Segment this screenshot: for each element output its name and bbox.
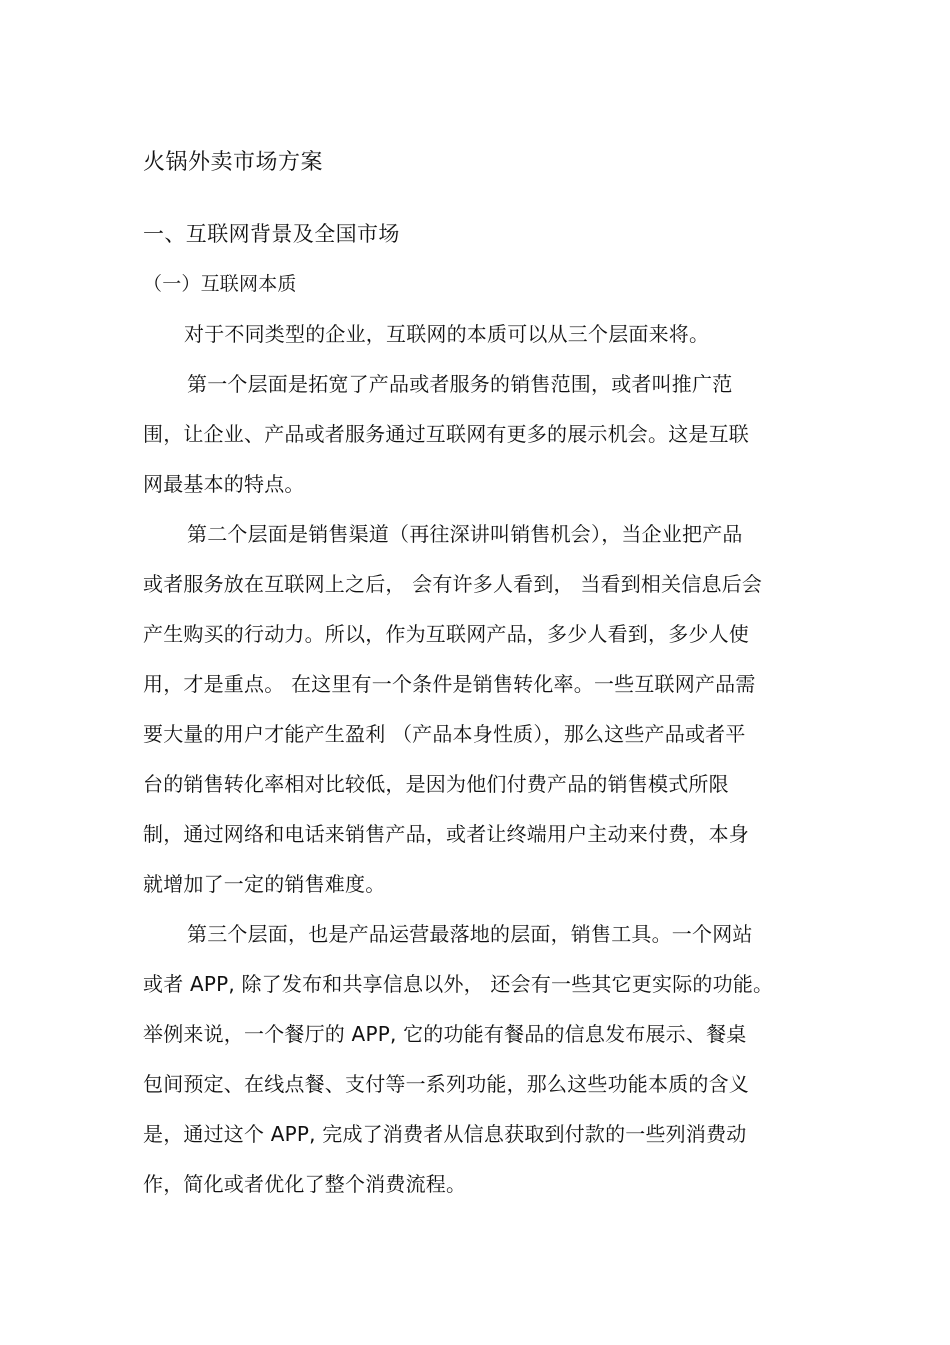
paragraph-3-line-4: 用，才是重点。 在这里有一个条件是销售转化率。一些互联网产品需 [143, 672, 756, 696]
paragraph-3-line-5: 要大量的用户才能产生盈利 （产品本身性质），那么这些产品或者平 [143, 722, 746, 746]
paragraph-3-line-3: 产生购买的行动力。所以，作为互联网产品，多少人看到，多少人使 [143, 622, 749, 646]
paragraph-2-line-2: 围，让企业、产品或者服务通过互联网有更多的展示机会。这是互联 [143, 422, 749, 446]
paragraph-3-line-1: 第二个层面是销售渠道（再往深讲叫销售机会），当企业把产品 [187, 522, 743, 546]
paragraph-3-line-7: 制，通过网络和电话来销售产品，或者让终端用户主动来付费，本身 [143, 822, 749, 846]
paragraph-4-line-6: 作，简化或者优化了整个消费流程。 [143, 1172, 467, 1196]
section-heading: 一、互联网背景及全国市场 [143, 222, 400, 246]
paragraph-3-line-6: 台的销售转化率相对比较低，是因为他们付费产品的销售模式所限 [143, 772, 729, 796]
paragraph-4-line-1: 第三个层面，也是产品运营最落地的层面，销售工具。一个网站 [187, 922, 753, 946]
paragraph-1-line-1: 对于不同类型的企业，互联网的本质可以从三个层面来将。 [184, 322, 710, 346]
paragraph-3-line-2: 或者服务放在互联网上之后， 会有许多人看到， 当看到相关信息后会 [143, 572, 763, 596]
paragraph-4-line-3: 举例来说，一个餐厅的 APP, 它的功能有餐品的信息发布展示、餐桌 [143, 1022, 747, 1046]
paragraph-4-line-5: 是，通过这个 APP, 完成了消费者从信息获取到付款的一些列消费动 [143, 1122, 747, 1146]
document-title: 火锅外卖市场方案 [143, 150, 324, 175]
subsection-heading: （一）互联网本质 [143, 273, 297, 295]
paragraph-2-line-3: 网最基本的特点。 [143, 472, 305, 496]
paragraph-4-line-4: 包间预定、在线点餐、支付等一系列功能，那么这些功能本质的含义 [143, 1072, 749, 1096]
paragraph-2-line-1: 第一个层面是拓宽了产品或者服务的销售范围，或者叫推广范 [187, 372, 733, 396]
paragraph-3-line-8: 就增加了一定的销售难度。 [143, 872, 386, 896]
paragraph-4-line-2: 或者 APP, 除了发布和共享信息以外， 还会有一些其它更实际的功能。 [143, 972, 774, 996]
